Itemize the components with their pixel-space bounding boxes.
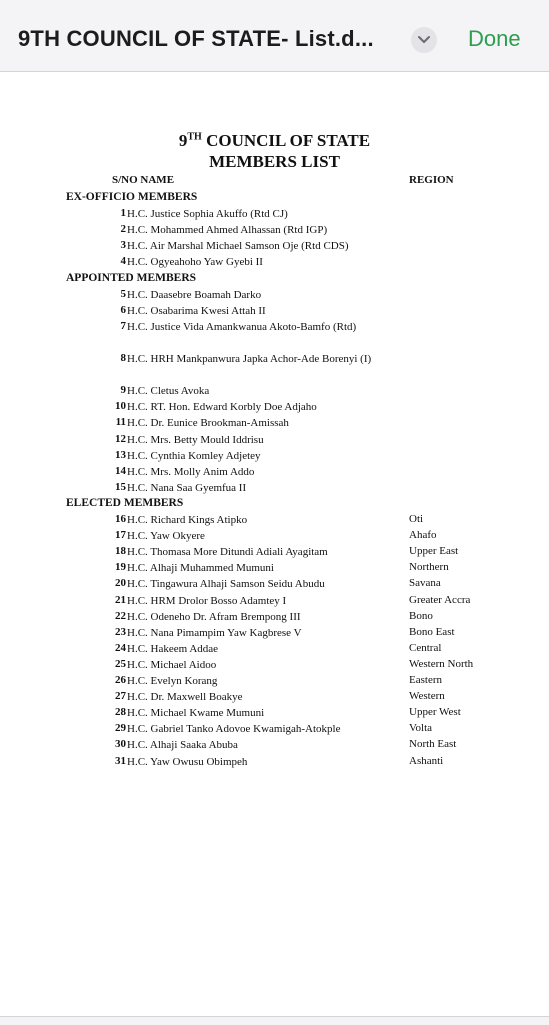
member-name: H.C. Ogyeahoho Yaw Gyebi II xyxy=(127,256,263,269)
section-heading-appointed: APPOINTED MEMBERS xyxy=(66,271,197,284)
row-number: 10 xyxy=(115,400,126,413)
doc-subheading: MEMBERS LIST xyxy=(209,152,340,171)
member-region: Upper West xyxy=(409,706,461,719)
member-name: H.C. Gabriel Tanko Adovoe Kwamigah-Atokple xyxy=(127,723,341,736)
member-name: H.C. Nana Pimampim Yaw Kagbrese V xyxy=(127,626,302,639)
row-number: 23 xyxy=(115,625,126,638)
member-region: Greater Accra xyxy=(409,593,471,606)
row-number: 26 xyxy=(115,674,126,686)
member-name: H.C. Hakeem Addae xyxy=(127,642,219,655)
row-number: 11 xyxy=(115,416,126,429)
row-number: 20 xyxy=(115,577,126,590)
row-number: 9 xyxy=(120,384,126,397)
row-number: 2 xyxy=(120,223,126,236)
member-name: H.C. Alhaji Saaka Abuba xyxy=(127,739,238,752)
member-region: Savana xyxy=(409,577,441,590)
member-region: North East xyxy=(409,738,457,751)
member-region: Upper East xyxy=(409,545,459,558)
row-number: 3 xyxy=(120,239,126,252)
member-name: H.C. Dr. Maxwell Boakye xyxy=(127,691,243,704)
row-number: 18 xyxy=(115,545,126,558)
row-number: 12 xyxy=(115,432,126,445)
member-region: Central xyxy=(409,641,442,654)
viewer-toolbar xyxy=(0,0,549,72)
member-region: Ahafo xyxy=(409,529,437,542)
row-number: 1 xyxy=(120,207,126,220)
row-number: 4 xyxy=(120,255,126,268)
member-name: H.C. Mohammed Ahmed Alhassan (Rtd IGP) xyxy=(127,224,328,237)
row-number: 25 xyxy=(115,657,126,670)
member-name: H.C. Tingawura Alhaji Samson Seidu Abudu xyxy=(127,578,325,591)
row-number: 30 xyxy=(115,738,126,751)
row-number: 22 xyxy=(115,609,126,622)
member-region: Oti xyxy=(409,513,424,525)
member-region: Western xyxy=(409,690,445,703)
row-number: 24 xyxy=(115,641,126,654)
row-number: 29 xyxy=(115,722,126,735)
member-region: Bono xyxy=(409,609,433,622)
member-region: Western North xyxy=(409,657,474,670)
row-number: 15 xyxy=(115,480,126,493)
member-name: H.C. Mrs. Molly Anim Addo xyxy=(127,465,255,478)
row-number: 31 xyxy=(115,754,126,767)
row-number: 16 xyxy=(115,513,126,525)
member-name: H.C. HRH Mankpanwura Japka Achor-Ade Borenyi (I) xyxy=(127,353,372,365)
member-name: H.C. Justice Sophia Akuffo (Rtd CJ) xyxy=(127,208,288,221)
member-name: H.C. Michael Kwame Mumuni xyxy=(127,707,265,720)
row-number: 19 xyxy=(115,561,126,574)
document-title[interactable]: 9TH COUNCIL OF STATE- List.d... xyxy=(18,26,374,51)
member-name: H.C. Michael Aidoo xyxy=(127,658,217,671)
member-name: H.C. Yaw Okyere xyxy=(127,530,205,543)
member-name: H.C. Alhaji Muhammed Mumuni xyxy=(127,562,274,575)
member-region: Bono East xyxy=(409,625,455,638)
column-header-sno-name: S/NO NAME xyxy=(112,174,175,186)
document-page xyxy=(0,73,549,1024)
member-name: H.C. Dr. Eunice Brookman-Amissah xyxy=(127,417,289,430)
member-name: H.C. Cletus Avoka xyxy=(127,385,210,398)
member-name: H.C. Thomasa More Ditundi Adiali Ayagitam xyxy=(127,546,328,559)
member-name: H.C. Daasebre Boamah Darko xyxy=(127,288,262,301)
row-number: 13 xyxy=(115,448,126,461)
member-region: Volta xyxy=(409,722,433,735)
member-name: H.C. Osabarima Kwesi Attah II xyxy=(127,304,266,317)
chevron-down-icon[interactable] xyxy=(411,27,437,53)
section-heading-elected: ELECTED MEMBERS xyxy=(66,496,184,509)
member-name: H.C. Justice Vida Amankwanua Akoto-Bamfo (Rtd) xyxy=(127,320,357,333)
member-region: Ashanti xyxy=(409,754,444,767)
member-region: Northern xyxy=(409,561,449,574)
section-heading-ex-officio: EX-OFFICIO MEMBERS xyxy=(66,191,198,203)
member-name: H.C. Mrs. Betty Mould Iddrisu xyxy=(127,433,264,446)
row-number: 27 xyxy=(115,690,126,703)
member-name: H.C. RT. Hon. Edward Korbly Doe Adjaho xyxy=(127,401,317,414)
row-number: 5 xyxy=(120,287,126,300)
member-name: H.C. Evelyn Korang xyxy=(127,675,218,687)
row-number: 6 xyxy=(120,303,126,316)
column-header-region: REGION xyxy=(409,174,454,186)
done-button[interactable]: Done xyxy=(468,26,521,51)
member-name: H.C. Yaw Owusu Obimpeh xyxy=(127,755,248,768)
row-number: 14 xyxy=(115,464,126,477)
member-name: H.C. Richard Kings Atipko xyxy=(127,514,248,526)
row-number: 21 xyxy=(115,593,126,606)
row-number: 7 xyxy=(120,319,126,332)
row-number: 8 xyxy=(120,352,126,364)
member-name: H.C. Cynthia Komley Adjetey xyxy=(127,449,261,462)
member-region: Eastern xyxy=(409,674,442,686)
doc-heading: 9TH COUNCIL OF STATE xyxy=(178,131,371,150)
member-name: H.C. Nana Saa Gyemfua II xyxy=(127,481,247,494)
member-name: H.C. Air Marshal Michael Samson Oje (Rtd CDS) xyxy=(127,240,349,253)
row-number: 17 xyxy=(115,529,126,542)
row-number: 28 xyxy=(115,706,126,719)
member-name: H.C. HRM Drolor Bosso Adamtey I xyxy=(127,594,287,607)
member-name: H.C. Odeneho Dr. Afram Brempong III xyxy=(127,610,301,623)
